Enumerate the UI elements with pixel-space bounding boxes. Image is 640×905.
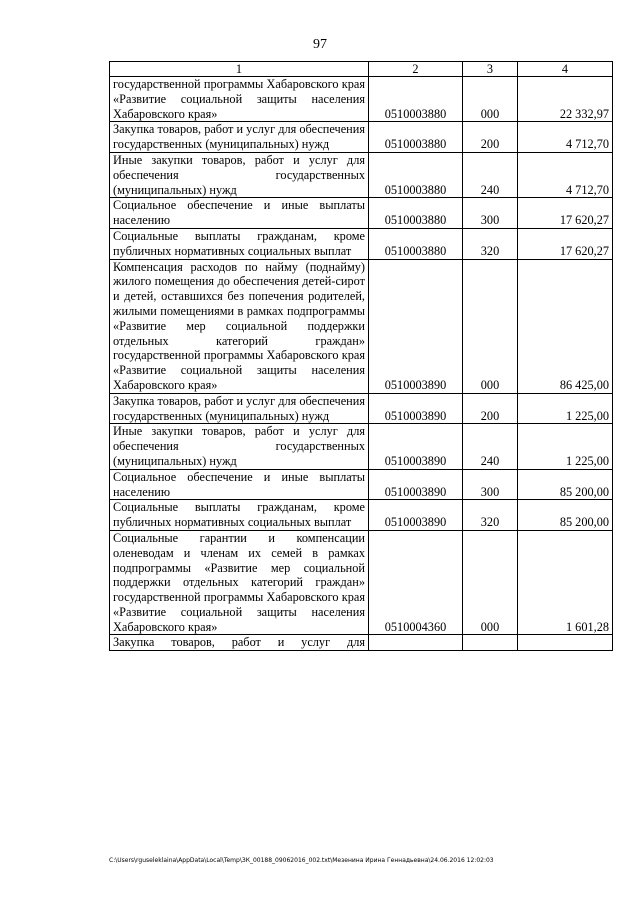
table-row [110, 259, 613, 393]
table-row [110, 469, 613, 500]
expense-name: Закупка товаров, работ и услуг для обеспечения государственных (муниципальных) нужд [110, 393, 369, 424]
expense-name: Социальное обеспечение и иные выплаты населению [110, 469, 369, 500]
table-row [110, 424, 613, 469]
table-row [110, 530, 613, 635]
amount: 22 332,97 [518, 77, 613, 122]
table-row [110, 393, 613, 424]
expense-type-code: 300 [463, 198, 518, 229]
file-path-footer: C:\Users\rguseleklaina\AppData\Local\Temp\ЗК_00188_09062016_002.txt\Мезенина Ирина Геннадьевна\24.06.2016 12:02:03 [109, 857, 494, 864]
target-article-code [369, 635, 463, 651]
target-article-code: 0510003880 [369, 122, 463, 153]
page-number: 97 [313, 37, 327, 52]
expense-type-code: 200 [463, 122, 518, 153]
expense-type-code: 320 [463, 500, 518, 531]
target-article-code: 0510003880 [369, 152, 463, 197]
budget-table [109, 61, 613, 651]
expense-type-code: 200 [463, 393, 518, 424]
amount: 85 200,00 [518, 469, 613, 500]
expense-type-code [463, 635, 518, 651]
target-article-code: 0510003880 [369, 198, 463, 229]
table-row [110, 228, 613, 259]
amount: 1 225,00 [518, 424, 613, 469]
amount: 4 712,70 [518, 122, 613, 153]
expense-type-code: 300 [463, 469, 518, 500]
amount: 86 425,00 [518, 259, 613, 393]
table-header-row [110, 62, 613, 77]
target-article-code: 0510003880 [369, 228, 463, 259]
expense-type-code: 320 [463, 228, 518, 259]
expense-name: Социальные гарантии и компенсации оленеводам и членам их семей в рамках подпрограммы «Развитие мер социальной поддержки отдельных категорий граждан» государственной программы Хабаровского края «Развитие социальной защиты населения Хабаровского края» [110, 530, 369, 635]
amount [518, 635, 613, 651]
expense-name: Компенсация расходов по найму (поднайму) жилого помещения до обеспечения детей-сирот и детей, оставшихся без попечения родителей, жилыми помещениями в рамках подпрограммы «Развитие мер социальной поддержки отдельных категорий граждан» государственной программы Хабаровского края «Развитие социальной защиты населения Хабаровского края» [110, 259, 369, 393]
table-row [110, 152, 613, 197]
table-row [110, 635, 613, 651]
expense-name: Иные закупки товаров, работ и услуг для обеспечения государственных (муниципальных) нужд [110, 424, 369, 469]
amount: 85 200,00 [518, 500, 613, 531]
target-article-code: 0510003890 [369, 500, 463, 531]
expense-type-code: 000 [463, 259, 518, 393]
expense-name: Социальные выплаты гражданам, кроме публичных нормативных социальных выплат [110, 228, 369, 259]
expense-name: Закупка товаров, работ и услуг для обеспечения государственных (муниципальных) нужд [110, 122, 369, 153]
target-article-code: 0510003890 [369, 469, 463, 500]
header-col-4: 4 [518, 62, 613, 77]
target-article-code: 0510003880 [369, 77, 463, 122]
expense-type-code: 000 [463, 530, 518, 635]
expense-name: Закупка товаров, работ и услуг для [110, 635, 369, 651]
expense-type-code: 240 [463, 152, 518, 197]
expense-name: Иные закупки товаров, работ и услуг для обеспечения государственных (муниципальных) нужд [110, 152, 369, 197]
amount: 4 712,70 [518, 152, 613, 197]
header-col-2: 2 [369, 62, 463, 77]
table-row [110, 500, 613, 531]
target-article-code: 0510003890 [369, 424, 463, 469]
table-row [110, 77, 613, 122]
expense-type-code: 000 [463, 77, 518, 122]
amount: 17 620,27 [518, 198, 613, 229]
table-row [110, 198, 613, 229]
amount: 1 225,00 [518, 393, 613, 424]
expense-type-code: 240 [463, 424, 518, 469]
amount: 17 620,27 [518, 228, 613, 259]
header-col-3: 3 [463, 62, 518, 77]
target-article-code: 0510004360 [369, 530, 463, 635]
header-col-1: 1 [110, 62, 369, 77]
expense-name: государственной программы Хабаровского края «Развитие социальной защиты населения Хабаровского края» [110, 77, 369, 122]
amount: 1 601,28 [518, 530, 613, 635]
expense-name: Социальное обеспечение и иные выплаты населению [110, 198, 369, 229]
expense-name: Социальные выплаты гражданам, кроме публичных нормативных социальных выплат [110, 500, 369, 531]
target-article-code: 0510003890 [369, 393, 463, 424]
table-row [110, 122, 613, 153]
target-article-code: 0510003890 [369, 259, 463, 393]
